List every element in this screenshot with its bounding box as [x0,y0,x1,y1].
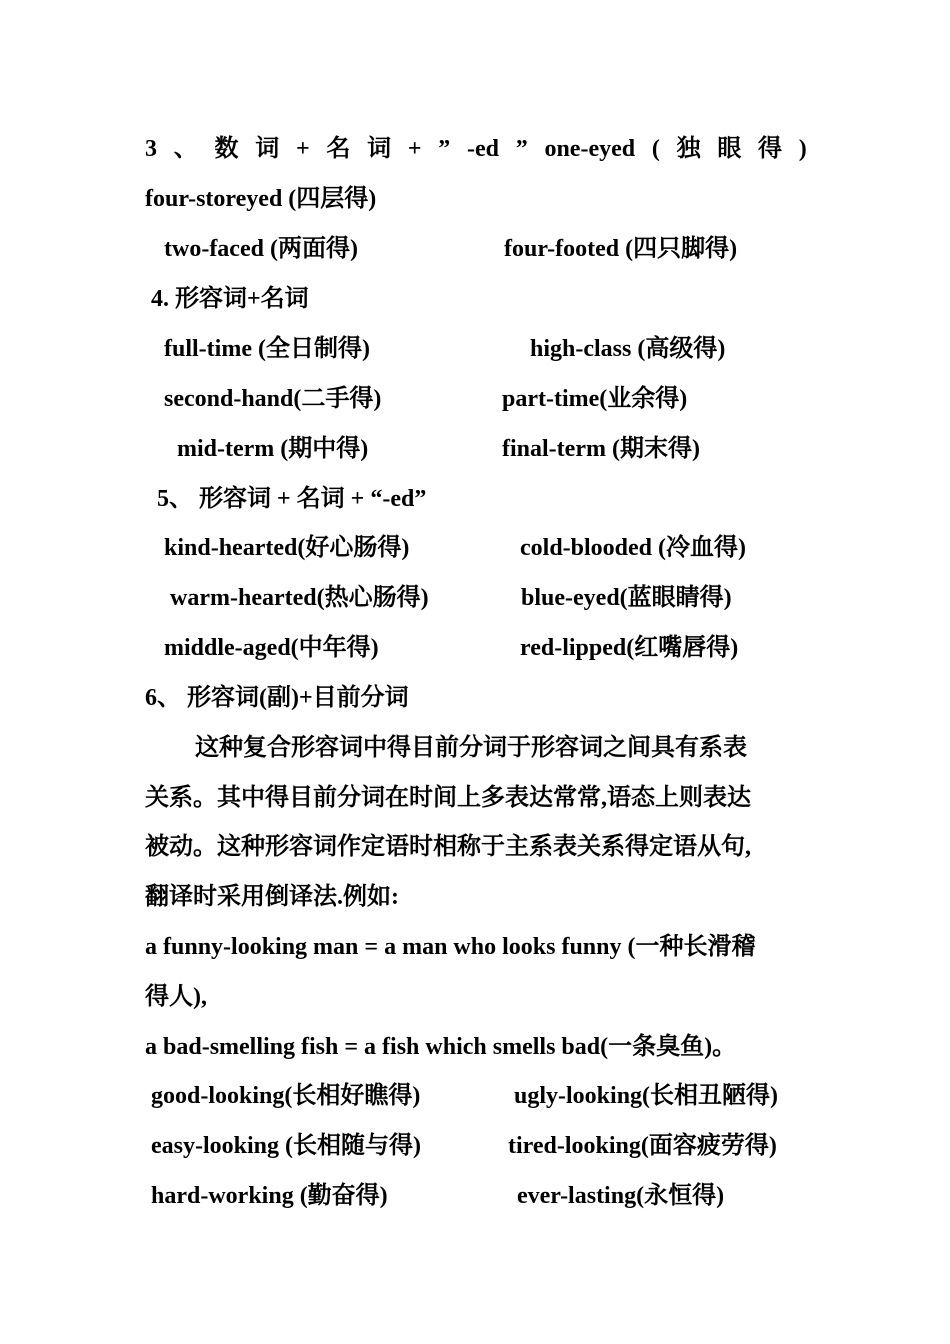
word-item: four-footed (四只脚得) [504,236,738,262]
word-item: good-looking(长相好瞧得) [151,1083,421,1109]
section3-heading [145,134,807,164]
word-item: easy-looking (长相随与得) [151,1133,421,1159]
section4-heading: 4. 形容词+名词 [151,286,309,312]
heading-token: 词 [367,136,392,162]
heading-token: -ed [466,136,499,162]
word-item: ugly-looking(长相丑陋得) [514,1083,779,1109]
word-item: middle-aged(中年得) [164,635,379,661]
word-item: high-class (高级得) [530,336,726,362]
heading-token: one-eyed [544,136,636,162]
heading-token: 数 [214,136,239,162]
example-line: a funny-looking man = a man who looks funny (一种长滑稽 [145,934,756,960]
heading-token: 得 [758,136,783,162]
heading-token: 3 [145,136,157,162]
example-line: a bad-smelling fish = a fish which smells bad(一条臭鱼)。 [145,1034,737,1060]
word-item: tired-looking(面容疲劳得) [508,1133,777,1159]
heading-token: ( [651,136,660,162]
heading-token: ) [798,136,807,162]
heading-token: + [295,136,310,162]
word-item: kind-hearted(好心肠得) [164,535,410,561]
paragraph-line: 这种复合形容词中得目前分词于形容词之间具有系表 [195,735,747,761]
heading-token: 独 [676,136,701,162]
word-item: part-time(业余得) [502,386,688,412]
word-item: mid-term (期中得) [177,436,369,462]
section6-heading: 6、 形容词(副)+目前分词 [145,685,409,711]
word-item: two-faced (两面得) [164,236,358,262]
paragraph-line: 翻译时采用倒译法.例如: [145,884,399,910]
heading-token: 词 [255,136,280,162]
heading-token: + [407,136,422,162]
word-item: second-hand(二手得) [164,386,382,412]
word-item: cold-blooded (冷血得) [520,535,747,561]
word-item: hard-working (勤奋得) [151,1183,388,1209]
section3-line2: four-storeyed (四层得) [145,186,377,212]
word-item: full-time (全日制得) [164,336,370,362]
heading-token: 眼 [717,136,742,162]
heading-token: 名 [326,136,351,162]
word-item: warm-hearted(热心肠得) [170,585,429,611]
paragraph-line: 被动。这种形容词作定语时相称于主系表关系得定语从句, [145,834,751,860]
heading-token: ” [515,136,528,162]
word-item: red-lipped(红嘴唇得) [520,635,739,661]
word-item: blue-eyed(蓝眼睛得) [521,585,732,611]
word-item: final-term (期末得) [502,436,700,462]
example-line: 得人), [145,984,207,1010]
heading-token: 、 [173,136,198,162]
heading-token: ” [438,136,451,162]
section5-heading: 5、 形容词 + 名词 + “-ed” [157,486,427,512]
word-item: ever-lasting(永恒得) [517,1183,725,1209]
paragraph-line: 关系。其中得目前分词在时间上多表达常常,语态上则表达 [145,785,751,811]
